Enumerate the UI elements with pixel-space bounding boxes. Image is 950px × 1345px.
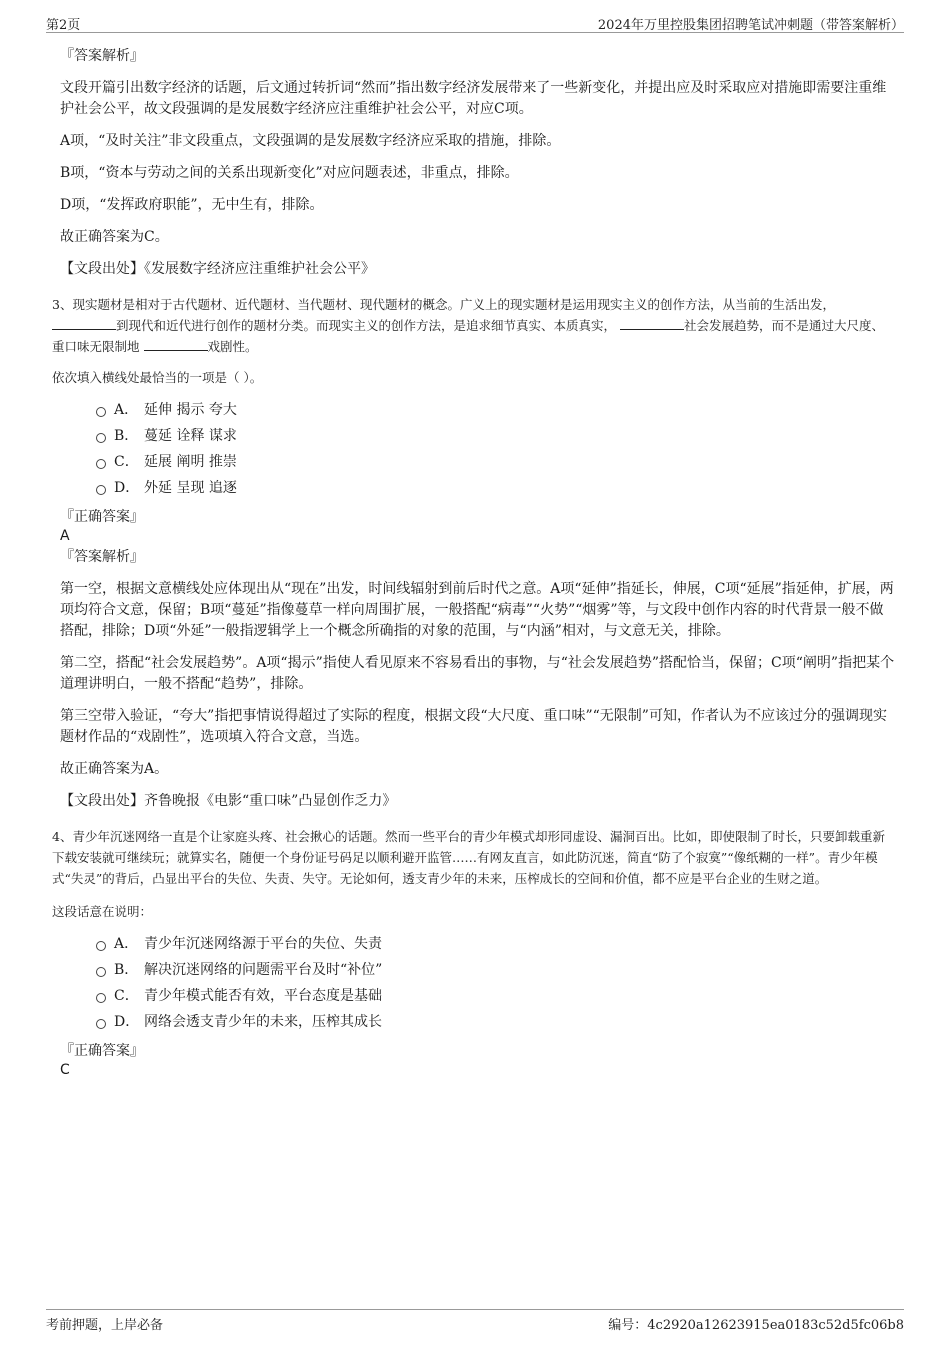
- q4-option-b[interactable]: [96, 957, 896, 983]
- q2-analysis-section: [56, 46, 896, 280]
- q3-blank-1: [52, 315, 116, 330]
- option-text: 青少年模式能否有效，平台态度是基础: [144, 988, 382, 1004]
- q2-analysis-para: 文段开篇引出数字经济的话题，后文通过转折词“然而”指出数字经济发展带来了一些新变化，并提出应及时采取应对措施即需要注重维护社会公平，故文段强调的是发展数字经济应注重维护社会公平，对应C项。: [60, 80, 887, 117]
- page-header: [46, 12, 904, 33]
- option-letter: B．: [114, 962, 139, 978]
- q3-stem-part: 社会发展趋势，而不是通过大尺度、重口味无限制地: [52, 318, 885, 354]
- q3-option-b[interactable]: [96, 423, 896, 449]
- q3-source: 【文段出处】齐鲁晚报《电影“重口味”凸显创作乏力》: [60, 793, 397, 809]
- q2-analysis-para: 故正确答案为C。: [60, 229, 169, 245]
- radio-button[interactable]: [96, 993, 106, 1003]
- q2-analysis-para: B项，“资本与劳动之间的关系出现新变化”对应问题表述，非重点，排除。: [60, 165, 519, 181]
- document-serial: 编号：4c2920a12623915ea0183c52d5fc06b8: [608, 1318, 904, 1333]
- radio-button[interactable]: [96, 1019, 106, 1029]
- page-number: 第2页: [46, 18, 81, 33]
- radio-button[interactable]: [96, 433, 106, 443]
- q3-analysis-para: 第二空，搭配“社会发展趋势”。A项“揭示”指使人看见原来不容易看出的事物，与“社会发展趋势”搭配恰当，保留；C项“阐明”指把某个道理讲明白，一般不搭配“趋势”，排除。: [60, 655, 895, 692]
- q3-answer-label: 『正确答案』: [60, 509, 144, 525]
- q3-blank-3: [144, 336, 208, 351]
- q3-option-d[interactable]: [96, 475, 896, 501]
- page-footer: [46, 1309, 904, 1332]
- radio-button[interactable]: [96, 485, 106, 495]
- option-letter: C．: [114, 454, 139, 470]
- q2-analysis-para: A项，“及时关注”非文段重点，文段强调的是发展数字经济应采取的措施，排除。: [60, 133, 561, 149]
- option-letter: B．: [114, 428, 139, 444]
- q3-stem-part: 3、现实题材是相对于古代题材、近代题材、当代题材、现代题材的概念。广义上的现实题材是运用现实主义的创作方法，从当前的生活出发，: [52, 297, 835, 312]
- q3-analysis-para: 第三空带入验证，“夸大”指把事情说得超过了实际的程度，根据文段“大尺度、重口味”“无限制”可知，作者认为不应该过分的强调现实题材作品的“戏剧性”，选项填入符合文意，当选。: [60, 708, 887, 745]
- q4-answer: C: [60, 1062, 70, 1078]
- q3-analysis-para: 第一空，根据文意横线处应体现出从“现在”出发，时间线辐射到前后时代之意。A项“延伸”指延长，伸展，C项“延展”指延伸，扩展，两项均符合文意，保留；B项“蔓延”指像蔓草一样向周围扩展，一般搭配“病毒”“火势”“烟雾”等，与文段中创作内容的时代背景一般不做搭配，排除；D项“外延”一般指逻辑学上一个概念所确指的对象的范围，与“内涵”相对，与文意无关，排除。: [60, 581, 894, 639]
- q3-analysis-para: 故正确答案为A。: [60, 761, 169, 777]
- question-3: [52, 294, 896, 812]
- q4-option-d[interactable]: [96, 1009, 896, 1035]
- option-letter: D．: [114, 480, 140, 496]
- q3-answer: A: [60, 528, 70, 544]
- q4-stem: 4、青少年沉迷网络一直是个让家庭头疼、社会揪心的话题。然而一些平台的青少年模式却形同虚设、漏洞百出。比如，即使限制了时长，只要卸载重新下载安装就可继续玩；就算实名，随便一个身份证号码足以顺利避开监管……有网友直言，如此防沉迷，简直“防了个寂寞”“像纸糊的一样”。青少年模式“失灵”的背后，凸显出平台的失位、失责、失守。无论如何，透支青少年的未来，压榨成长的空间和价值，都不应是平台企业的生财之道。: [52, 829, 885, 886]
- document-title: 2024年万里控股集团招聘笔试冲刺题（带答案解析）: [597, 18, 904, 33]
- q3-prompt: 依次填入横线处最恰当的一项是（ ）。: [52, 370, 263, 385]
- q4-option-a[interactable]: [96, 931, 896, 957]
- q2-analysis-label: 『答案解析』: [60, 48, 144, 64]
- option-letter: D．: [114, 1014, 140, 1030]
- q3-option-c[interactable]: [96, 449, 896, 475]
- option-text: 延展 阐明 推崇: [144, 454, 237, 470]
- q3-options: [96, 397, 896, 501]
- q3-stem-part: 戏剧性。: [207, 339, 258, 354]
- q3-stem-part: 到现代和近代进行创作的题材分类。而现实主义的创作方法，是追求细节真实、本质真实，: [116, 318, 617, 333]
- option-text: 青少年沉迷网络源于平台的失位、失责: [144, 936, 382, 952]
- q3-stem: [52, 294, 896, 357]
- option-text: 网络会透支青少年的未来，压榨其成长: [144, 1014, 382, 1030]
- footer-slogan: 考前押题，上岸必备: [46, 1318, 164, 1333]
- q2-analysis-para: D项，“发挥政府职能”，无中生有，排除。: [60, 197, 324, 213]
- q4-option-c[interactable]: [96, 983, 896, 1009]
- q3-analysis-label: 『答案解析』: [60, 549, 144, 565]
- q2-source: 【文段出处】《发展数字经济应注重维护社会公平》: [60, 261, 375, 277]
- q4-prompt: 这段话意在说明：: [52, 904, 153, 919]
- option-letter: A．: [114, 936, 139, 952]
- radio-button[interactable]: [96, 941, 106, 951]
- q4-answer-label: 『正确答案』: [60, 1043, 144, 1059]
- option-text: 延伸 揭示 夸大: [144, 402, 237, 418]
- option-letter: C．: [114, 988, 139, 1004]
- q3-option-a[interactable]: [96, 397, 896, 423]
- radio-button[interactable]: [96, 407, 106, 417]
- option-letter: A．: [114, 402, 139, 418]
- q3-blank-2: [620, 315, 684, 330]
- question-4: [52, 826, 896, 1079]
- option-text: 外延 呈现 追逐: [144, 480, 237, 496]
- radio-button[interactable]: [96, 459, 106, 469]
- q4-options: [96, 931, 896, 1035]
- option-text: 解决沉迷网络的问题需平台及时“补位”: [144, 962, 383, 978]
- radio-button[interactable]: [96, 967, 106, 977]
- page-content: [52, 46, 896, 1081]
- option-text: 蔓延 诠释 谋求: [144, 428, 237, 444]
